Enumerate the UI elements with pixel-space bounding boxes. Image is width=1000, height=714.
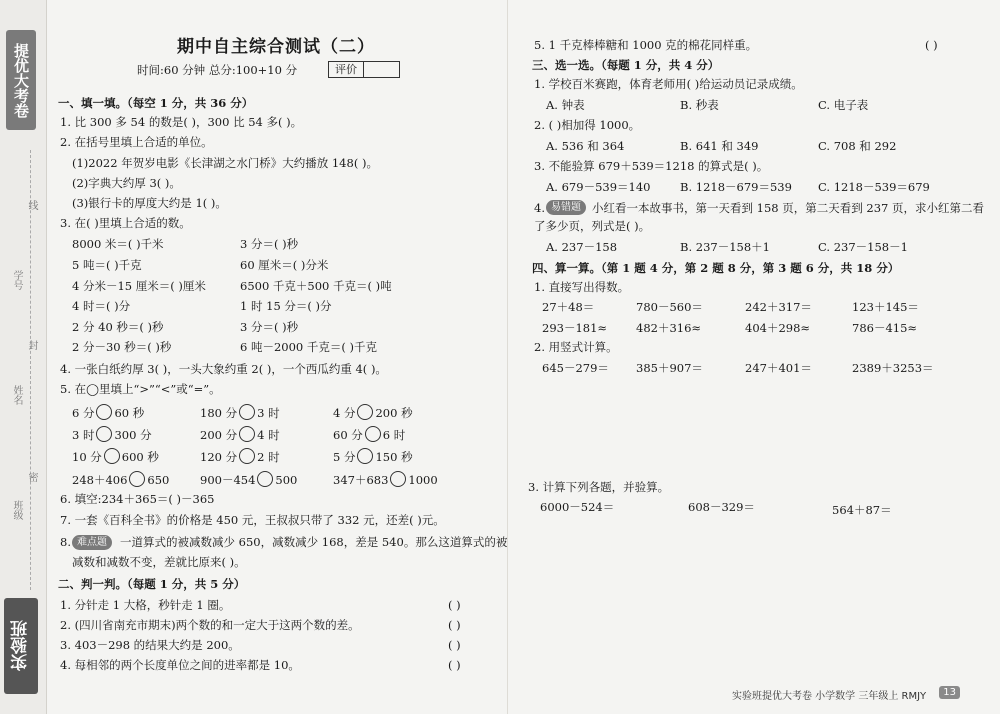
comparison-item: 10 分 600 秒 (72, 450, 159, 464)
answer-circle[interactable] (365, 426, 381, 442)
exam-meta: 时间:60 分钟 总分:100+10 分 (137, 63, 298, 77)
question-8-line-1: 一道算式的被减数减少 650，减数减少 168，差是 540。那么这道算式的被 (120, 535, 508, 549)
answer-circle[interactable] (239, 448, 255, 464)
calc-2: 2. 用竖式计算。 (534, 340, 618, 354)
error-prone-tag: 易错题 (546, 200, 586, 215)
choice-3: 3. 不能验算 679＋539＝1218 的算式是( )。 (534, 159, 769, 173)
choice-4-line-1: 小红看一本故事书，第一天看到 158 页，第二天看到 237 页，求小红第二看 (592, 201, 985, 215)
field-name: 姓名 (11, 385, 22, 405)
mental-calc-item: 293－181≈ (542, 321, 608, 335)
conversion-item: 6500 千克＋500 千克＝( )吨 (240, 279, 392, 293)
page-number: 13 (939, 686, 960, 699)
choice-4-line-2: 了多少页，列式是( )。 (534, 219, 651, 233)
field-student-id: 学号 (11, 270, 22, 290)
judge-answer-5[interactable]: ( ) (925, 38, 938, 52)
answer-circle[interactable] (257, 471, 273, 487)
comparison-item: 5 分 150 秒 (333, 450, 413, 464)
cut-line (30, 150, 32, 590)
answer-circle[interactable] (96, 404, 112, 420)
evaluation-label: 评价 (329, 62, 364, 77)
question-4: 4. 一张白纸约厚 3( )，一头大象约重 2( )，一个西瓜约重 4( )。 (60, 362, 387, 376)
choice-4-option-a[interactable]: A. 237－158 (546, 240, 618, 254)
choice-4-option-c[interactable]: C. 237－158－1 (818, 240, 908, 254)
vertical-calc-item: 385＋907＝ (636, 361, 703, 375)
section-2-title: 二、判一判。（每题 1 分，共 5 分） (58, 577, 246, 591)
comparison-item: 248＋406 650 (72, 473, 170, 487)
calc-3: 3. 计算下列各题，并验算。 (528, 480, 670, 494)
judge-answer-3[interactable]: ( ) (448, 638, 461, 652)
question-8-line-2: 减数和减数不变，差就比原来( )。 (72, 555, 246, 569)
conversion-item: 5 吨＝( )千克 (72, 258, 142, 272)
verify-calc-item: 608－329＝ (688, 500, 755, 514)
mental-calc-item: 786－415≈ (852, 321, 918, 335)
answer-circle[interactable] (239, 426, 255, 442)
cut-mark-close: 密 (26, 472, 37, 482)
comparison-item: 200 分 4 时 (200, 428, 280, 442)
question-2-part-3: (3)银行卡的厚度大约是 1( )。 (72, 196, 227, 210)
answer-circle[interactable] (104, 448, 120, 464)
verify-calc-item: 564＋87＝ (832, 503, 892, 517)
book-footer: 实验班提优大考卷 小学数学 三年级上 RMJY (732, 691, 927, 702)
answer-circle[interactable] (357, 404, 373, 420)
section-1-title: 一、填一填。（每空 1 分，共 36 分） (58, 96, 254, 110)
conversion-item: 4 分米－15 厘米＝( )厘米 (72, 279, 206, 293)
judge-item-3: 3. 403－298 的结果大约是 200。 (60, 638, 240, 652)
question-1: 1. 比 300 多 54 的数是( )，300 比 54 多( )。 (60, 115, 303, 129)
choice-3-option-a[interactable]: A. 679－539＝140 (546, 180, 651, 194)
choice-3-option-b[interactable]: B. 1218－679＝539 (680, 180, 792, 194)
conversion-item: 3 分＝( )秒 (240, 320, 299, 334)
section-4-title: 四、算一算。（第 1 题 4 分，第 2 题 8 分，第 3 题 6 分，共 18 分） (532, 261, 900, 275)
section-3-title: 三、选一选。（每题 1 分，共 4 分） (532, 58, 720, 72)
conversion-item: 1 时 15 分＝( )分 (240, 299, 332, 313)
question-6: 6. 填空:234＋365＝( )－365 (60, 492, 215, 506)
comparison-item: 347＋683 1000 (333, 473, 438, 487)
page-divider (507, 0, 508, 714)
conversion-item: 60 厘米＝( )分米 (240, 258, 329, 272)
judge-answer-4[interactable]: ( ) (448, 658, 461, 672)
judge-item-2: 2. (四川省南充市期末)两个数的和一定大于这两个数的差。 (60, 618, 360, 632)
answer-circle[interactable] (357, 448, 373, 464)
choice-3-option-c[interactable]: C. 1218－539＝679 (818, 180, 930, 194)
conversion-item: 8000 米＝( )千米 (72, 237, 164, 251)
choice-1-option-c[interactable]: C. 电子表 (818, 98, 869, 112)
answer-circle[interactable] (390, 471, 406, 487)
question-2-part-2: (2)字典大约厚 3( )。 (72, 176, 181, 190)
conversion-item: 2 分－30 秒＝( )秒 (72, 340, 172, 354)
judge-item-1: 1. 分针走 1 大格，秒针走 1 圈。 (60, 598, 231, 612)
conversion-item: 2 分 40 秒＝( )秒 (72, 320, 164, 334)
choice-2-option-c[interactable]: C. 708 和 292 (818, 139, 897, 153)
choice-4-option-b[interactable]: B. 237－158＋1 (680, 240, 770, 254)
comparison-item: 6 分 60 秒 (72, 406, 145, 420)
evaluation-box (328, 61, 400, 78)
mental-calc-item: 404＋298≈ (745, 321, 811, 335)
judge-answer-2[interactable]: ( ) (448, 618, 461, 632)
question-8-number: 8. (60, 535, 71, 549)
judge-item-4: 4. 每相邻的两个长度单位之间的进率都是 10。 (60, 658, 300, 672)
comparison-item: 120 分 2 时 (200, 450, 280, 464)
mental-calc-item: 27＋48＝ (542, 300, 595, 314)
answer-circle[interactable] (96, 426, 112, 442)
choice-2-option-a[interactable]: A. 536 和 364 (546, 139, 625, 153)
mental-calc-item: 780－560＝ (636, 300, 703, 314)
comparison-item: 3 时 300 分 (72, 428, 152, 442)
question-3: 3. 在( )里填上合适的数。 (60, 216, 191, 230)
choice-1-option-a[interactable]: A. 钟表 (546, 98, 585, 112)
question-7: 7. 一套《百科全书》的价格是 450 元，王叔叔只带了 332 元，还差( )元。 (60, 513, 445, 527)
choice-1: 1. 学校百米赛跑，体育老师用( )给运动员记录成绩。 (534, 77, 803, 91)
brand-logo-top: 提优大考卷 (6, 30, 36, 130)
calc-1: 1. 直接写出得数。 (534, 280, 630, 294)
difficulty-tag: 难点题 (72, 535, 112, 550)
conversion-item: 6 吨－2000 千克＝( )千克 (240, 340, 378, 354)
vertical-calc-item: 2389＋3253＝ (852, 361, 934, 375)
answer-circle[interactable] (239, 404, 255, 420)
brand-logo-bottom: 实验班 (4, 598, 38, 694)
field-class: 班级 (11, 500, 22, 520)
choice-1-option-b[interactable]: B. 秒表 (680, 98, 719, 112)
mental-calc-item: 123＋145＝ (852, 300, 919, 314)
question-2: 2. 在括号里填上合适的单位。 (60, 135, 213, 149)
cut-mark-line: 线 (26, 200, 37, 210)
comparison-item: 180 分 3 时 (200, 406, 280, 420)
question-5: 5. 在◯里填上“>”“<”或“=”。 (60, 382, 221, 396)
cut-mark-seal: 封 (26, 340, 37, 350)
conversion-item: 3 分＝( )秒 (240, 237, 299, 251)
comparison-item: 60 分 6 时 (333, 428, 406, 442)
question-2-part-1: (1)2022 年贺岁电影《长津湖之水门桥》大约播放 148( )。 (72, 156, 378, 170)
answer-circle[interactable] (129, 471, 145, 487)
verify-calc-item: 6000－524＝ (540, 500, 615, 514)
comparison-item: 4 分 200 秒 (333, 406, 413, 420)
vertical-calc-item: 645－279＝ (542, 361, 609, 375)
conversion-item: 4 时＝( )分 (72, 299, 131, 313)
comparison-item: 900－454 500 (200, 473, 298, 487)
choice-2: 2. ( )相加得 1000。 (534, 118, 641, 132)
vertical-calc-item: 247＋401＝ (745, 361, 812, 375)
mental-calc-item: 482＋316≈ (636, 321, 702, 335)
mental-calc-item: 242＋317＝ (745, 300, 812, 314)
judge-item-5: 5. 1 千克棒棒糖和 1000 克的棉花同样重。 (534, 38, 758, 52)
judge-answer-1[interactable]: ( ) (448, 598, 461, 612)
choice-4-number: 4. (534, 201, 545, 215)
choice-2-option-b[interactable]: B. 641 和 349 (680, 139, 759, 153)
page-title: 期中自主综合测试（二） (177, 37, 375, 57)
